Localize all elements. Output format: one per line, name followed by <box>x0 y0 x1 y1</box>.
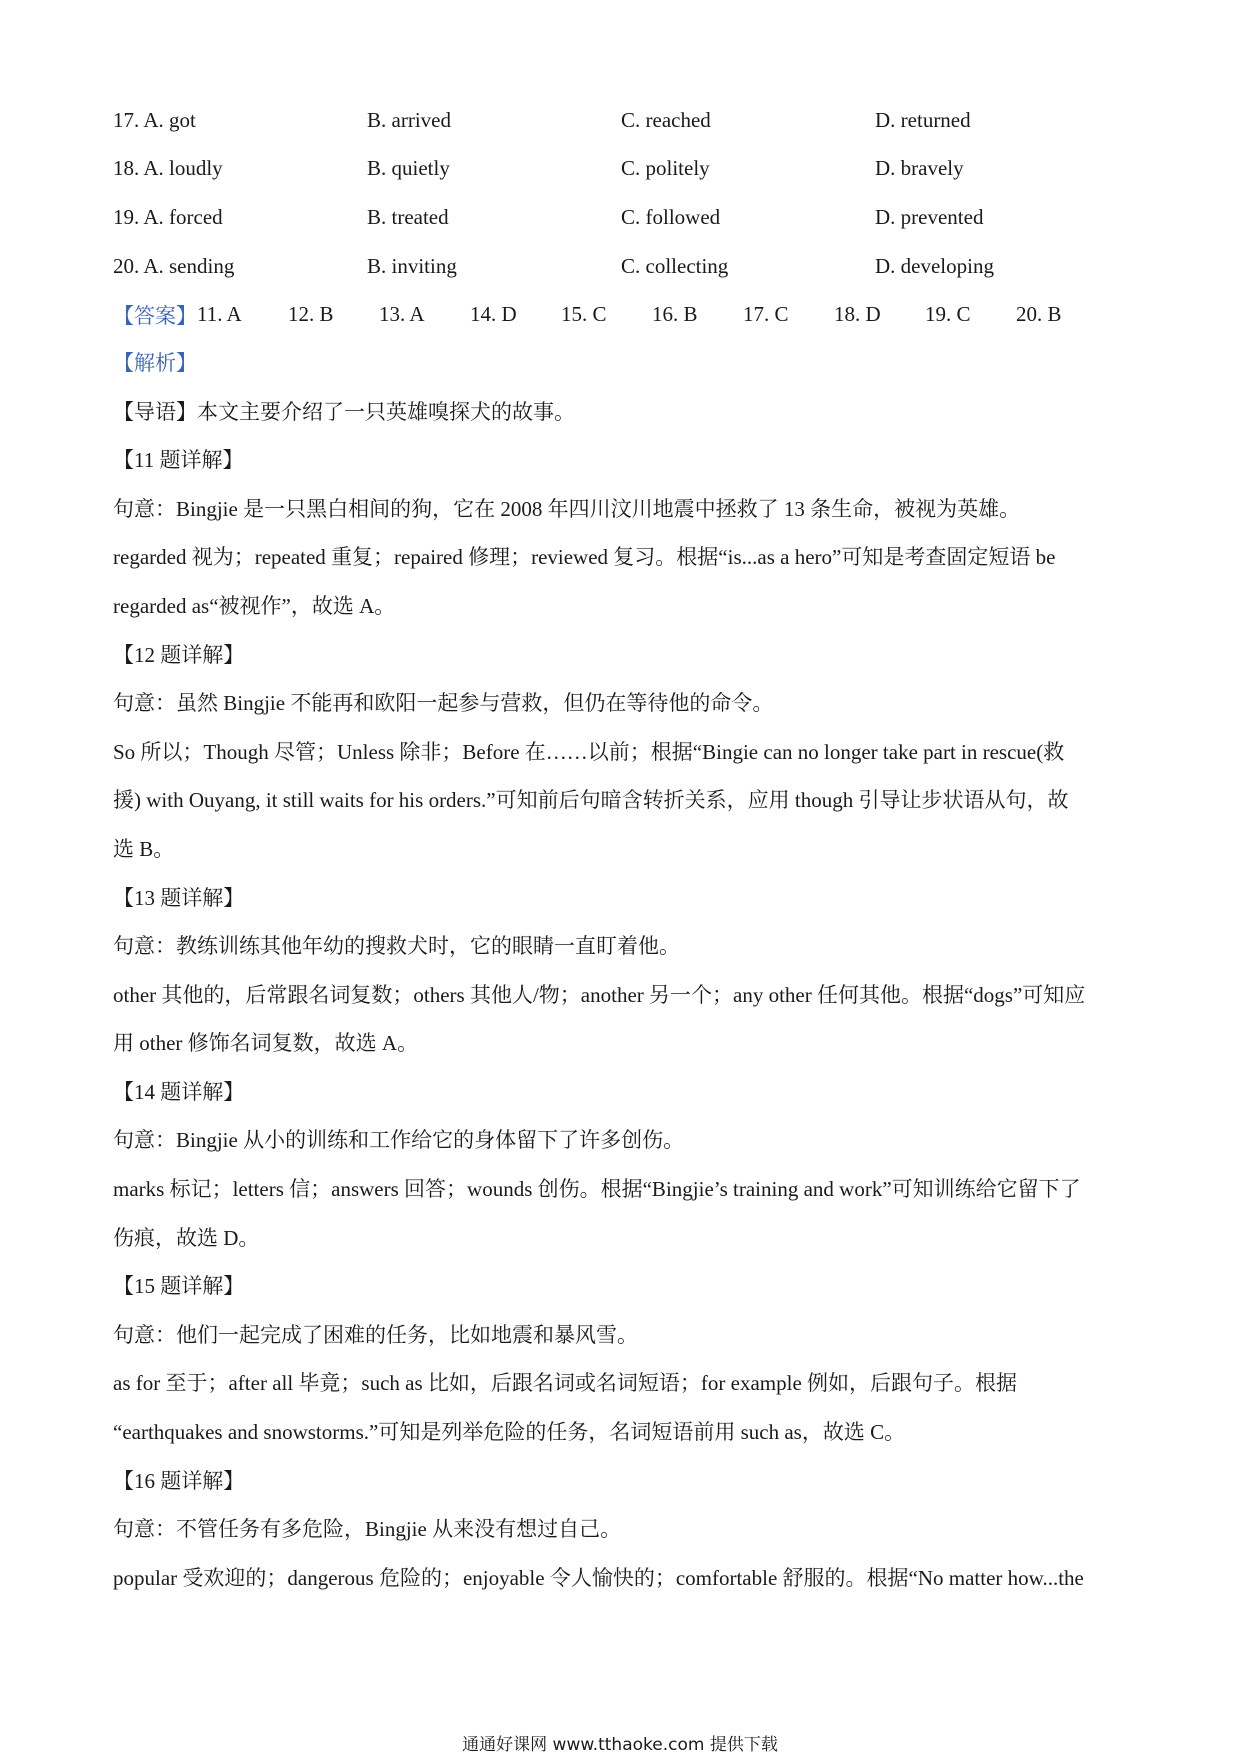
text-line: 句意：教练训练其他年幼的搜救犬时，它的眼睛一直盯着他。 <box>113 934 680 959</box>
text-line: 选 B。 <box>113 836 175 861</box>
option-d: D. bravely <box>875 156 964 181</box>
analysis-body <box>113 388 1123 1603</box>
option-c: C. politely <box>621 156 710 181</box>
section-heading: 【15 题详解】 <box>113 1274 245 1299</box>
answer-item: 15. C <box>561 302 607 327</box>
answer-item: 19. C <box>925 302 971 327</box>
answer-item: 16. B <box>652 302 698 327</box>
options-block <box>113 96 1123 290</box>
option-a: 17. A. got <box>113 107 196 132</box>
analysis-label: 【解析】 <box>113 350 197 375</box>
option-d: D. prevented <box>875 204 984 229</box>
option-d: D. developing <box>875 253 994 278</box>
text-line: popular 受欢迎的；dangerous 危险的；enjoyable 令人愉快的；comfortable 舒服的。根据“No matter how...the <box>113 1565 1084 1590</box>
text-line: regarded as“被视作”，故选 A。 <box>113 593 396 618</box>
answer-row <box>113 290 1123 339</box>
text-line: 伤痕，故选 D。 <box>113 1225 260 1250</box>
answer-item: 20. B <box>1016 302 1062 327</box>
option-row-17 <box>113 96 1123 145</box>
section-heading: 【13 题详解】 <box>113 885 245 910</box>
text-line: marks 标记；letters 信；answers 回答；wounds 创伤。根据“Bingjie’s training and work”可知训练给它留下了 <box>113 1177 1081 1202</box>
text-line: So 所以；Though 尽管；Unless 除非；Before 在……以前；根据“Bingie can no longer take part in rescue(救 <box>113 739 1065 764</box>
text-line: 句意：他们一起完成了困难的任务，比如地震和暴风雪。 <box>113 1322 638 1347</box>
answer-item: 13. A <box>379 302 425 327</box>
answer-item: 11. A <box>197 302 242 327</box>
section-heading: 【11 题详解】 <box>113 448 244 473</box>
text-line: regarded 视为；repeated 重复；repaired 修理；reviewed 复习。根据“is...as a hero”可知是考查固定短语 be <box>113 545 1056 570</box>
text-line: 用 other 修饰名词复数，故选 A。 <box>113 1031 419 1056</box>
text-line: 句意：不管任务有多危险，Bingjie 从来没有想过自己。 <box>113 1517 622 1542</box>
option-c: C. reached <box>621 107 711 132</box>
answer-item: 14. D <box>470 302 517 327</box>
option-d: D. returned <box>875 107 971 132</box>
document-page <box>113 96 1123 1602</box>
intro-line: 【导语】本文主要介绍了一只英雄嗅探犬的故事。 <box>113 399 575 424</box>
text-line: 句意：虽然 Bingjie 不能再和欧阳一起参与营救，但仍在等待他的命令。 <box>113 691 774 716</box>
option-b: B. arrived <box>367 107 451 132</box>
option-row-20 <box>113 242 1123 291</box>
text-line: 援) with Ouyang, it still waits for his orders.”可知前后句暗含转折关系，应用 though 引导让步状语从句，故 <box>113 788 1069 813</box>
text-line: other 其他的，后常跟名词复数；others 其他人/物；another 另一个；any other 任何其他。根据“dogs”可知应 <box>113 982 1086 1007</box>
section-heading: 【12 题详解】 <box>113 642 245 667</box>
option-a: 19. A. forced <box>113 204 223 229</box>
option-row-19 <box>113 193 1123 242</box>
answer-item: 18. D <box>834 302 881 327</box>
option-c: C. collecting <box>621 253 729 278</box>
section-heading: 【14 题详解】 <box>113 1079 245 1104</box>
section-heading: 【16 题详解】 <box>113 1468 245 1493</box>
option-c: C. followed <box>621 204 721 229</box>
option-b: B. inviting <box>367 253 457 278</box>
option-b: B. treated <box>367 204 449 229</box>
text-line: 句意：Bingjie 从小的训练和工作给它的身体留下了许多创伤。 <box>113 1128 685 1153</box>
answer-item: 17. C <box>743 302 789 327</box>
option-a: 20. A. sending <box>113 253 235 278</box>
page-footer: 通通好课网 www.tthaoke.com 提供下载 <box>462 1735 778 1755</box>
answer-label: 【答案】 <box>113 303 197 328</box>
text-line: 句意：Bingjie 是一只黑白相间的狗，它在 2008 年四川汶川地震中拯救了 13 条生命，被视为英雄。 <box>113 496 1021 521</box>
text-line: “earthquakes and snowstorms.”可知是列举危险的任务，名词短语前用 such as，故选 C。 <box>113 1420 906 1445</box>
text-line: as for 至于；after all 毕竟；such as 比如，后跟名词或名词短语；for example 例如，后跟句子。根据 <box>113 1371 1018 1396</box>
answer-item: 12. B <box>288 302 334 327</box>
option-row-18 <box>113 145 1123 194</box>
option-a: 18. A. loudly <box>113 156 223 181</box>
option-b: B. quietly <box>367 156 450 181</box>
